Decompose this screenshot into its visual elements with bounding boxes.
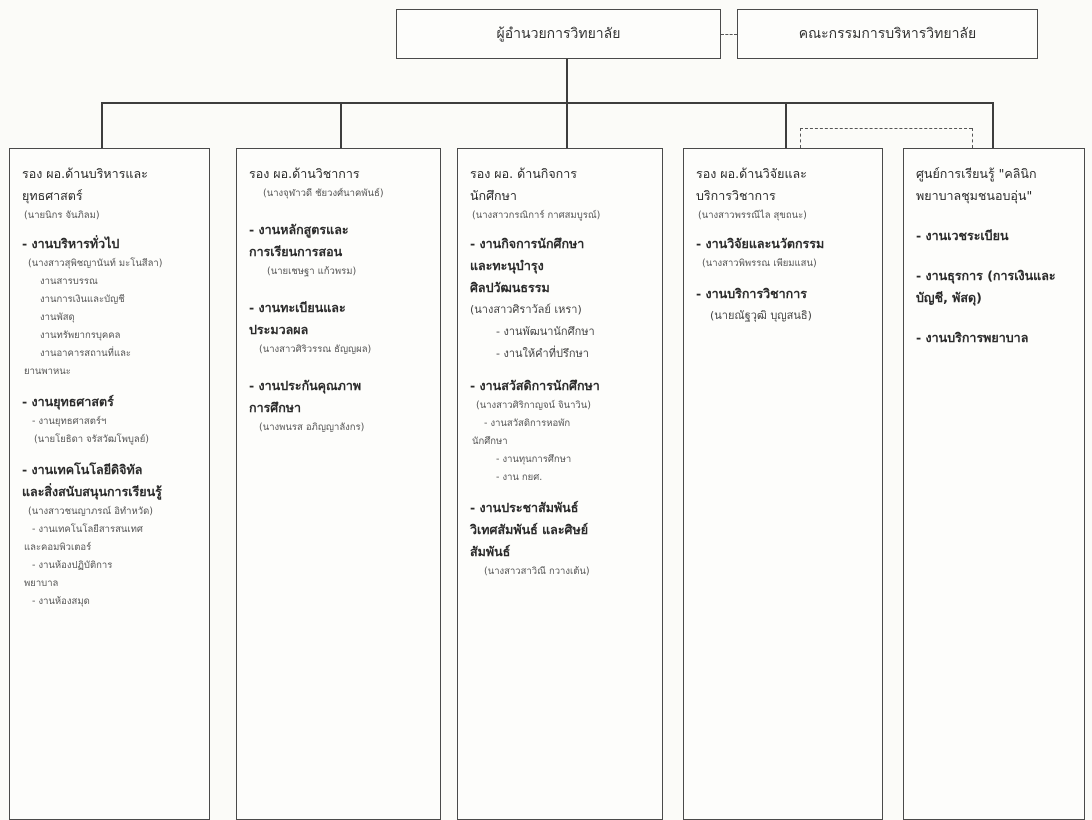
sub-item: งานอาคารสถานที่และ [40,348,131,359]
section-title: - งานทะเบียนและ [249,300,346,315]
committee-box [737,9,1038,59]
section-title: - งานกิจการนักศึกษา [470,236,585,251]
sub-item: และคอมพิวเตอร์ [24,542,92,553]
column-title: พยาบาลชุมชนอบอุ่น" [916,188,1033,203]
dashed-link-right-drop [972,128,973,148]
section-title: และสิ่งสนับสนุนการเรียนรู้ [22,484,162,499]
branch-connector-4 [785,102,787,148]
section-title: - งานเวชระเบียน [916,228,1009,243]
section-title: - งานหลักสูตรและ [249,222,349,237]
branch-connector-2 [340,102,342,148]
section-title: การเรียนการสอน [249,244,343,259]
sub-item: - งานยุทธศาสตร์ฯ [32,416,107,427]
section-person: (นายเชษฐา แก้วพรม) [267,266,357,277]
research-service-column [683,148,883,820]
student-affairs-column [457,148,663,820]
column-title: ยุทธศาสตร์ [22,188,83,203]
section-person: (นางสาวสาวิณี กวางเต้น) [484,566,590,577]
sub-item: งานพัสดุ [40,312,75,323]
section-title: - งานเทคโนโลยีดิจิทัล [22,462,143,477]
academic-column [236,148,441,820]
section-title: วิเทศสัมพันธ์ และศิษย์ [470,522,589,537]
sub-item: งานทรัพยากรบุคคล [40,330,121,341]
dashed-link-left-drop [800,128,801,148]
learning-center-column [903,148,1085,820]
section-title: ศิลปวัฒนธรรม [470,280,550,295]
director-committee-dashed-link [721,34,737,35]
section-person: (นางพนรส อภิญญาลังกร) [259,422,365,433]
sub-item: - งานทุนการศึกษา [496,454,572,465]
column-title: รอง ผอ.ด้านวิชาการ [249,166,360,181]
section-title: - งานสวัสดิการนักศึกษา [470,378,600,393]
section-person: (นางสาวศิริกาญจน์ จินาวิน) [476,400,591,411]
sub-item: พยาบาล [24,578,59,589]
sub-item: - งานเทคโนโลยีสารสนเทศ [32,524,143,535]
section-title: - งานธุรการ (การเงินและ [916,268,1056,283]
section-title: - งานบริหารทั่วไป [22,236,120,251]
sub-item: - งานให้คำที่ปรึกษา [496,347,589,360]
section-title: - งานบริการพยาบาล [916,330,1029,345]
director-label: ผู้อำนวยการวิทยาลัย [496,26,621,42]
sub-item: - งานห้องสมุด [32,596,90,607]
column-head-name: (นางจุฬาวดี ชัยวงศ์นาคพันธ์) [263,188,384,199]
branch-connector-3 [566,102,568,148]
column-title: บริการวิชาการ [696,188,776,203]
admin-strategy-column [9,148,210,820]
section-title: และทะนุบำรุง [470,258,544,273]
section-person: (นางสาวสุพิชญานันท์ มะโนสีลา) [28,258,163,269]
section-title: การศึกษา [249,400,302,415]
column-title: รอง ผอ.ด้านวิจัยและ [696,166,807,181]
section-person: (นางสาวชนญาภรณ์ อิทำหวัด) [28,506,153,517]
director-box [396,9,721,59]
sub-item: - งานห้องปฏิบัติการ [32,560,113,571]
column-head-name: (นายนิกร จันภิลม) [24,210,100,221]
section-person: (นางสาวศิราวัลย์ เหรา) [470,303,582,316]
branch-connector-5 [992,102,994,148]
column-head-name: (นางสาวกรณิการ์ กาศสมบูรณ์) [472,210,601,221]
section-title: บัญชี, พัสดุ) [916,290,982,305]
section-title: ประมวลผล [249,322,309,337]
section-title: - งานประกันคุณภาพ [249,378,362,393]
section-title: - งานยุทธศาสตร์ [22,394,114,409]
horizontal-bus-connector [101,102,993,104]
column-title: รอง ผอ.ด้านบริหารและ [22,166,148,181]
director-vertical-connector [566,59,568,103]
branch-connector-1 [101,102,103,148]
section-person: (นางสาวพิพรรณ เพียมแสน) [702,258,817,269]
section-person: (นางสาวศิริวรรณ ธัญญผล) [259,344,372,355]
section-title: สัมพันธ์ [470,544,511,559]
sub-item: - งาน กยศ. [496,472,543,483]
sub-item: งานการเงินและบัญชี [40,294,125,305]
column-title: รอง ผอ. ด้านกิจการ [470,166,577,181]
column-title: ศูนย์การเรียนรู้ "คลินิก [916,166,1037,181]
sub-item: นักศึกษา [472,436,508,447]
section-title: - งานวิจัยและนวัตกรรม [696,236,825,251]
sub-item: - งานสวัสดิการหอพัก [484,418,571,429]
section-title: - งานบริการวิชาการ [696,286,807,301]
sub-item: ยานพาหนะ [24,366,71,377]
sub-item: - งานพัฒนานักศึกษา [496,325,595,338]
section-person: (นายณัฐวุฒิ บุญสนธิ) [710,309,812,322]
research-learning-center-dashed-link [800,128,972,129]
column-head-name: (นางสาวพรรณีไล สุขถนะ) [698,210,807,221]
section-title: - งานประชาสัมพันธ์ [470,500,579,515]
column-title: นักศึกษา [470,188,517,203]
sub-item: (นายโยธิดา จรัสวัฒโพบูลย์) [34,434,149,445]
sub-item: งานสารบรรณ [40,276,98,287]
committee-label: คณะกรรมการบริหารวิทยาลัย [798,26,977,42]
